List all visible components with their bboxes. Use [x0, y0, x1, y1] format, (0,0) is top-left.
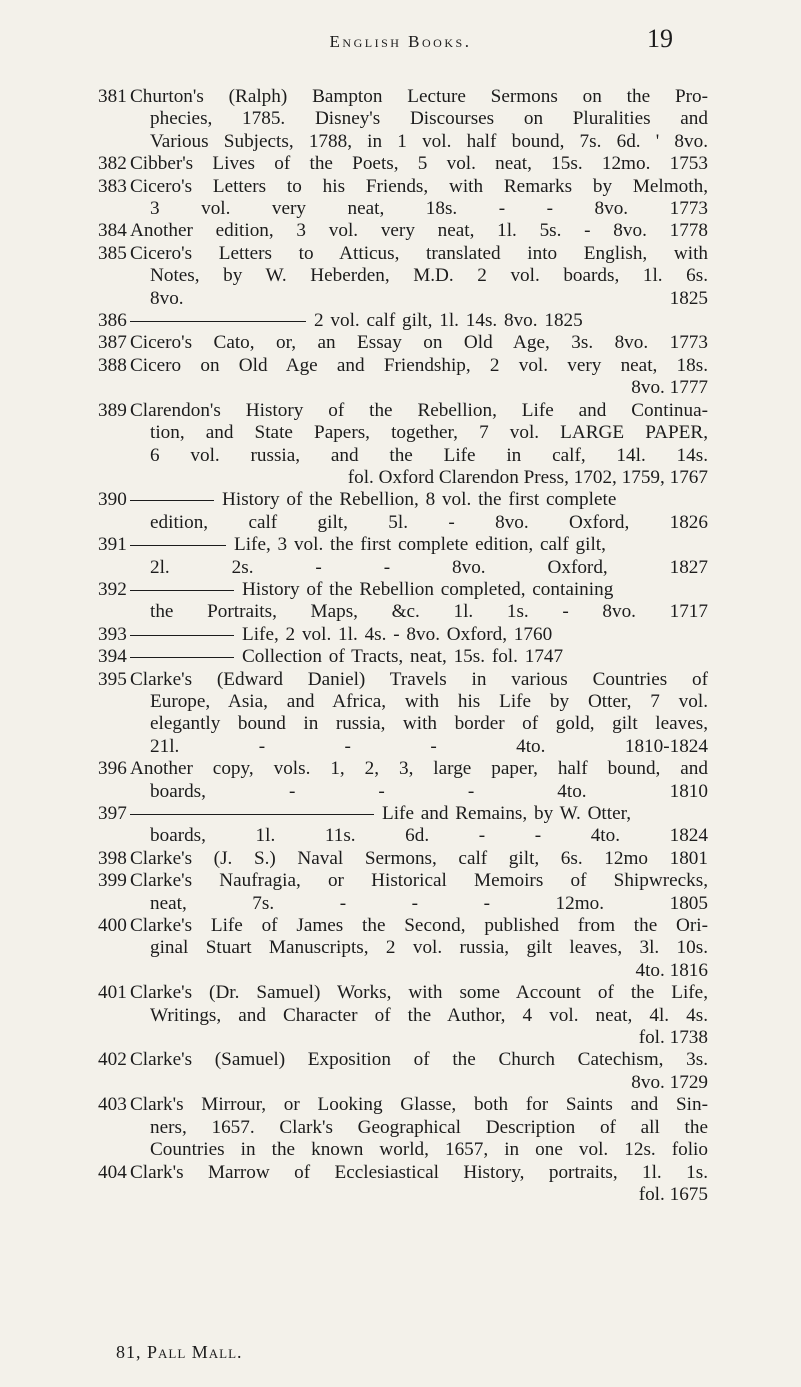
catalogue-entry: [0, 915, 801, 982]
entry-line: Cicero on Old Age and Friendship, 2 vol. very neat, 18s.: [130, 354, 708, 376]
entry-line-text: Collection of Tracts, neat, 15s. fol. 1747: [242, 646, 564, 668]
entry-line: phecies, 1785. Disney's Discourses on Pluralities and: [150, 108, 708, 130]
entry-number: 397: [98, 803, 127, 824]
entry-number: 388: [98, 354, 127, 376]
entry-line: fol. 1738: [638, 1027, 708, 1049]
entry-line: Clarke's Naufragia, or Historical Memoirs of Shipwrecks,: [130, 870, 708, 892]
entry-number: 401: [98, 982, 127, 1004]
entry-text: [130, 176, 708, 221]
catalogue-entry: [0, 1094, 801, 1161]
running-head: English Books.: [329, 32, 472, 51]
entry-line: [130, 624, 708, 646]
catalogue-entry: [0, 332, 801, 354]
entry-number: 394: [98, 646, 127, 668]
entry-line: 8vo. 1825: [150, 287, 708, 309]
entry-text: [130, 646, 708, 668]
catalogue-entry: [0, 176, 801, 221]
entry-text: [130, 1094, 708, 1161]
entry-line-text: History of the Rebellion, 8 vol. the first complete: [222, 489, 617, 511]
entry-line: [130, 534, 708, 556]
page-number: 19: [647, 24, 673, 53]
entry-number: 385: [98, 242, 127, 264]
ditto-dash: [130, 814, 374, 815]
entry-number: 403: [98, 1094, 127, 1116]
entry-text: [130, 982, 708, 1049]
catalogue-entry: [0, 153, 801, 175]
entry-line: Countries in the known world, 1657, in one vol. 12s. folio: [150, 1139, 708, 1161]
ditto-dash: [130, 500, 214, 501]
entry-line: Cicero's Letters to his Friends, with Remarks by Melmoth,: [130, 175, 708, 197]
catalogue-entry: [0, 870, 801, 915]
entry-text: [130, 400, 708, 490]
entry-line: [130, 803, 708, 825]
entry-line: Another edition, 3 vol. very neat, 1l. 5s. - 8vo. 1778: [130, 220, 708, 242]
entry-text: [130, 1049, 708, 1094]
catalogue-entry: [0, 1162, 801, 1207]
entry-line: 8vo. 1729: [631, 1071, 708, 1093]
entry-line: Cibber's Lives of the Poets, 5 vol. neat, 15s. 12mo. 1753: [130, 153, 708, 175]
entry-line: the Portraits, Maps, &c. 1l. 1s. - 8vo. 1717: [150, 601, 708, 623]
catalogue-entry: [0, 803, 801, 848]
entry-text: [130, 310, 708, 332]
entry-line: Clarke's (Edward Daniel) Travels in various Countries of: [130, 668, 708, 690]
entry-text: [130, 848, 708, 870]
catalogue-entry: [0, 579, 801, 624]
entry-line: 2l. 2s. - - 8vo. Oxford, 1827: [150, 556, 708, 578]
catalogue-entry: [0, 243, 801, 310]
entry-number: 402: [98, 1049, 127, 1071]
entry-text: [130, 355, 708, 400]
entry-line-text: Life, 2 vol. 1l. 4s. - 8vo. Oxford, 1760: [242, 623, 553, 645]
catalogue-entry: [0, 220, 801, 242]
entry-line: [130, 646, 708, 668]
entry-number: 400: [98, 915, 127, 937]
entry-line: Cicero's Cato, or, an Essay on Old Age, 3s. 8vo. 1773: [130, 332, 708, 354]
entry-line: 8vo. 1777: [631, 377, 708, 399]
entry-line: tion, and State Papers, together, 7 vol. LARGE PAPER,: [150, 422, 708, 444]
entry-text: [130, 579, 708, 624]
entry-text: [130, 489, 708, 534]
ditto-dash: [130, 657, 234, 658]
entry-line: Europe, Asia, and Africa, with his Life by Otter, 7 vol.: [150, 690, 708, 712]
catalogue-entry: [0, 400, 801, 490]
entry-text: [130, 86, 708, 153]
entry-text: [130, 534, 708, 579]
entry-text: [130, 915, 708, 982]
entry-line: Clarke's (Samuel) Exposition of the Church Catechism, 3s.: [130, 1049, 708, 1071]
catalogue-entry: [0, 624, 801, 646]
entry-number: 395: [98, 668, 127, 690]
entry-line: Churton's (Ralph) Bampton Lecture Sermons on the Pro-: [130, 86, 708, 107]
entry-text: [130, 669, 708, 759]
entry-line: boards, - - - 4to. 1810: [150, 780, 708, 802]
entry-number: 389: [98, 399, 127, 421]
entry-line: Clarke's (Dr. Samuel) Works, with some Account of the Life,: [130, 982, 708, 1004]
entry-number: 399: [98, 870, 127, 892]
catalogue-entry: [0, 646, 801, 668]
entry-line: neat, 7s. - - - 12mo. 1805: [150, 892, 708, 914]
entry-line: 6 vol. russia, and the Life in calf, 14l. 14s.: [150, 444, 708, 466]
entry-line: 4to. 1816: [635, 959, 708, 981]
page-header: [0, 18, 801, 58]
entry-line: Clarke's (J. S.) Naval Sermons, calf gilt, 6s. 12mo 1801: [130, 847, 708, 869]
entry-text: [130, 153, 708, 175]
entry-line: Various Subjects, 1788, in 1 vol. half bound, 7s. 6d. ' 8vo.: [150, 130, 708, 152]
catalogue-entry: [0, 534, 801, 579]
entry-line: fol. Oxford Clarendon Press, 1702, 1759, 1767: [347, 466, 708, 488]
entry-line: Cicero's Letters to Atticus, translated into English, with: [130, 242, 708, 264]
entry-line: Clark's Mirrour, or Looking Glasse, both for Saints and Sin-: [130, 1094, 708, 1116]
ditto-dash: [130, 545, 226, 546]
catalogue-entry: [0, 310, 801, 332]
entry-text: [130, 870, 708, 915]
entry-line: edition, calf gilt, 5l. - 8vo. Oxford, 1826: [150, 511, 708, 533]
entry-line: boards, 1l. 11s. 6d. - - 4to. 1824: [150, 825, 708, 847]
catalogue-entries: [0, 86, 801, 1206]
entry-text: [130, 803, 708, 848]
entry-line: ginal Stuart Manuscripts, 2 vol. russia, gilt leaves, 3l. 10s.: [150, 937, 708, 959]
entry-line: [130, 310, 708, 332]
entry-text: [130, 624, 708, 646]
entry-text: [130, 1162, 708, 1207]
entry-line: 21l. - - - 4to. 1810-1824: [150, 735, 708, 757]
entry-line-text: 2 vol. calf gilt, 1l. 14s. 8vo. 1825: [314, 310, 583, 332]
entry-text: [130, 220, 708, 242]
catalogue-entry: [0, 86, 801, 153]
entry-line: Writings, and Character of the Author, 4 vol. neat, 4l. 4s.: [150, 1004, 708, 1026]
entry-line: Clarke's Life of James the Second, published from the Ori-: [130, 915, 708, 937]
ditto-dash: [130, 590, 234, 591]
entry-text: [130, 758, 708, 803]
entry-line: [130, 579, 708, 601]
entry-number: 393: [98, 623, 127, 645]
entry-line: [130, 489, 708, 511]
entry-number: 382: [98, 153, 127, 175]
entry-number: 386: [98, 310, 127, 332]
entry-line: elegantly bound in russia, with border of gold, gilt leaves,: [150, 713, 708, 735]
entry-number: 396: [98, 758, 127, 780]
entry-text: [130, 243, 708, 310]
catalogue-entry: [0, 848, 801, 870]
catalogue-entry: [0, 1049, 801, 1094]
entry-line: Clarendon's History of the Rebellion, Life and Continua-: [130, 399, 708, 421]
entry-line: Another copy, vols. 1, 2, 3, large paper, half bound, and: [130, 758, 708, 780]
entry-line-text: Life, 3 vol. the first complete edition, calf gilt,: [234, 534, 606, 556]
entry-number: 390: [98, 489, 127, 511]
entry-number: 391: [98, 534, 127, 556]
entry-number: 383: [98, 175, 127, 197]
entry-text: [130, 332, 708, 354]
entry-number: 387: [98, 332, 127, 354]
entry-line: 3 vol. very neat, 18s. - - 8vo. 1773: [150, 198, 708, 220]
catalogue-entry: [0, 758, 801, 803]
entry-line: Clark's Marrow of Ecclesiastical History, portraits, 1l. 1s.: [130, 1161, 708, 1183]
catalogue-entry: [0, 355, 801, 400]
entry-line-text: History of the Rebellion completed, containing: [242, 578, 614, 600]
entry-line: ners, 1657. Clark's Geographical Description of all the: [150, 1116, 708, 1138]
entry-line: Notes, by W. Heberden, M.D. 2 vol. boards, 1l. 6s.: [150, 265, 708, 287]
catalogue-entry: [0, 489, 801, 534]
catalogue-entry: [0, 982, 801, 1049]
catalogue-entry: [0, 669, 801, 759]
footer-address: 81, Pall Mall.: [116, 1342, 243, 1362]
entry-number: 404: [98, 1161, 127, 1183]
ditto-dash: [130, 635, 234, 636]
entry-number: 384: [98, 220, 127, 242]
entry-number: 392: [98, 578, 127, 600]
entry-number: 381: [98, 86, 127, 107]
entry-number: 398: [98, 847, 127, 869]
entry-line: fol. 1675: [638, 1183, 708, 1205]
ditto-dash: [130, 321, 306, 322]
entry-line-text: Life and Remains, by W. Otter,: [382, 803, 632, 824]
